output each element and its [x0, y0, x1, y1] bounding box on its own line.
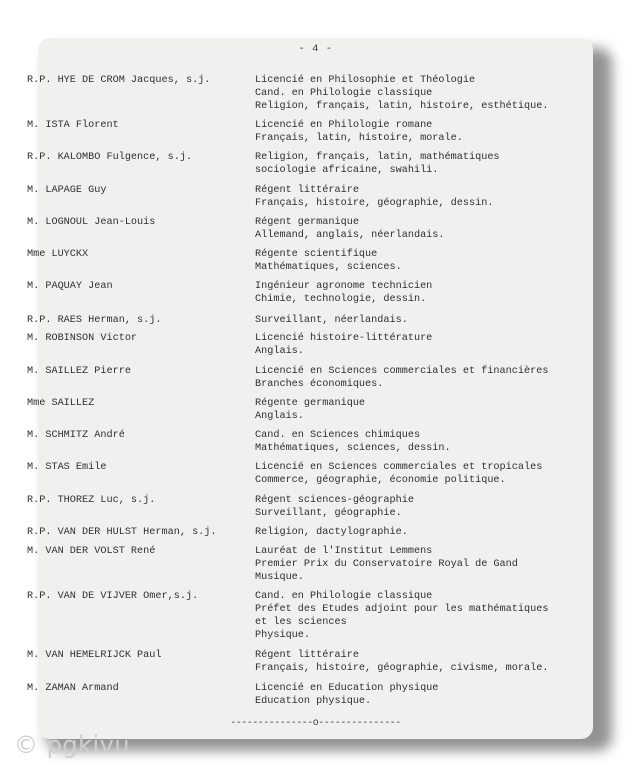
qualification-line: Religion, français, latin, mathématiques	[255, 152, 500, 163]
staff-qualifications	[255, 462, 542, 488]
staff-qualifications	[255, 527, 408, 540]
qualification-line: Licencié en Philologie romane	[255, 120, 433, 131]
qualification-line: et les sciences	[255, 616, 347, 628]
qualification-line: Licencié en Philosophie et Théologie	[255, 75, 476, 86]
qualification-line: Cand. en Philologie classique	[255, 87, 433, 99]
staff-qualifications	[255, 495, 414, 521]
qualification-line: Français, histoire, géographie, dessin.	[255, 197, 494, 209]
qualification-line: sociologie africaine, swahili.	[255, 164, 439, 176]
qualification-line: Régent sciences-géographie	[255, 495, 414, 506]
qualification-line: Surveillant, géographie.	[255, 507, 402, 519]
staff-qualifications	[255, 546, 518, 585]
qualification-line: Anglais.	[255, 345, 304, 357]
qualification-line: Français, latin, histoire, morale.	[255, 132, 463, 144]
staff-qualifications	[255, 591, 548, 643]
staff-name: R.P. VAN DER HULST Herman, s.j.	[27, 527, 217, 538]
staff-qualifications	[255, 650, 548, 676]
qualification-line: Commerce, géographie, économie politique.	[255, 474, 506, 486]
staff-qualifications	[255, 185, 493, 211]
qualification-line: Religion, français, latin, histoire, esthétique.	[255, 100, 549, 112]
qualification-line: Ingénieur agronome technicien	[255, 281, 433, 292]
qualification-line: Physique.	[255, 629, 311, 641]
staff-name: M. LOGNOUL Jean-Louis	[27, 217, 156, 228]
qualification-line: Régent germanique	[255, 217, 359, 228]
staff-name: R.P. THOREZ Luc, s.j.	[27, 495, 156, 506]
staff-name: M. ISTA Florent	[27, 120, 119, 131]
staff-name: Mme LUYCKX	[27, 249, 89, 260]
staff-name: M. STAS Emile	[27, 462, 107, 473]
qualification-line: Surveillant, néerlandais.	[255, 315, 408, 326]
staff-name: M. VAN HEMELRIJCK Paul	[27, 650, 162, 661]
staff-qualifications	[255, 75, 548, 114]
staff-name: R.P. VAN DE VIJVER Omer,s.j.	[27, 591, 199, 602]
staff-name: M. LAPAGE Guy	[27, 185, 107, 196]
qualification-line: Licencié en Sciences commerciales et financières	[255, 366, 549, 377]
staff-name: R.P. RAES Herman, s.j.	[27, 315, 162, 326]
staff-name: M. SCHMITZ André	[27, 430, 125, 441]
staff-qualifications	[255, 333, 432, 359]
staff-name: M. ROBINSON Victor	[27, 333, 138, 344]
qualification-line: Cand. en Sciences chimiques	[255, 430, 421, 441]
staff-qualifications	[255, 430, 451, 456]
qualification-line: Régente scientifique	[255, 249, 378, 260]
end-divider: ---------------o---------------	[230, 718, 401, 729]
staff-qualifications	[255, 683, 438, 709]
qualification-line: Chimie, technologie, dessin.	[255, 293, 427, 305]
qualification-line: Préfet des Etudes adjoint pour les mathématiques	[255, 603, 549, 615]
qualification-line: Mathématiques, sciences, dessin.	[255, 442, 451, 454]
qualification-line: Education physique.	[255, 695, 372, 707]
qualification-line: Régent littéraire	[255, 185, 359, 196]
staff-name: M. PAQUAY Jean	[27, 281, 113, 292]
staff-name: R.P. HYE DE CROM Jacques, s.j.	[27, 75, 211, 86]
page-number: - 4 -	[298, 43, 333, 55]
staff-name: M. VAN DER VOLST René	[27, 546, 156, 557]
staff-name: M. SAILLEZ Pierre	[27, 366, 131, 377]
qualification-line: Cand. en Philologie classique	[255, 591, 433, 602]
qualification-line: Licencié en Education physique	[255, 683, 439, 694]
staff-qualifications	[255, 152, 500, 178]
staff-qualifications	[255, 217, 445, 243]
document-page	[27, 38, 593, 739]
qualification-line: Licencié histoire-littérature	[255, 333, 433, 344]
staff-qualifications	[255, 249, 402, 275]
qualification-line: Régent littéraire	[255, 650, 359, 661]
staff-qualifications	[255, 281, 432, 307]
staff-name: M. ZAMAN Armand	[27, 683, 119, 694]
qualification-line: Branches économiques.	[255, 378, 384, 390]
staff-qualifications	[255, 315, 408, 328]
staff-qualifications	[255, 120, 463, 146]
qualification-line: Religion, dactylographie.	[255, 527, 408, 538]
qualification-line: Allemand, anglais, néerlandais.	[255, 229, 445, 241]
qualification-line: Premier Prix du Conservatoire Royal de Gand	[255, 558, 518, 570]
qualification-line: Musique.	[255, 571, 304, 583]
qualification-line: Lauréat de l'Institut Lemmens	[255, 546, 433, 557]
qualification-line: Anglais.	[255, 410, 304, 422]
watermark: © pgkivu	[14, 731, 131, 759]
staff-qualifications	[255, 398, 365, 424]
qualification-line: Mathématiques, sciences.	[255, 261, 402, 273]
staff-qualifications	[255, 366, 548, 392]
qualification-line: Régente germanique	[255, 398, 366, 409]
qualification-line: Licencié en Sciences commerciales et tropicales	[255, 462, 543, 473]
staff-name: Mme SAILLEZ	[27, 398, 95, 409]
staff-name: R.P. KALOMBO Fulgence, s.j.	[27, 152, 193, 163]
qualification-line: Français, histoire, géographie, civisme, morale.	[255, 662, 549, 674]
